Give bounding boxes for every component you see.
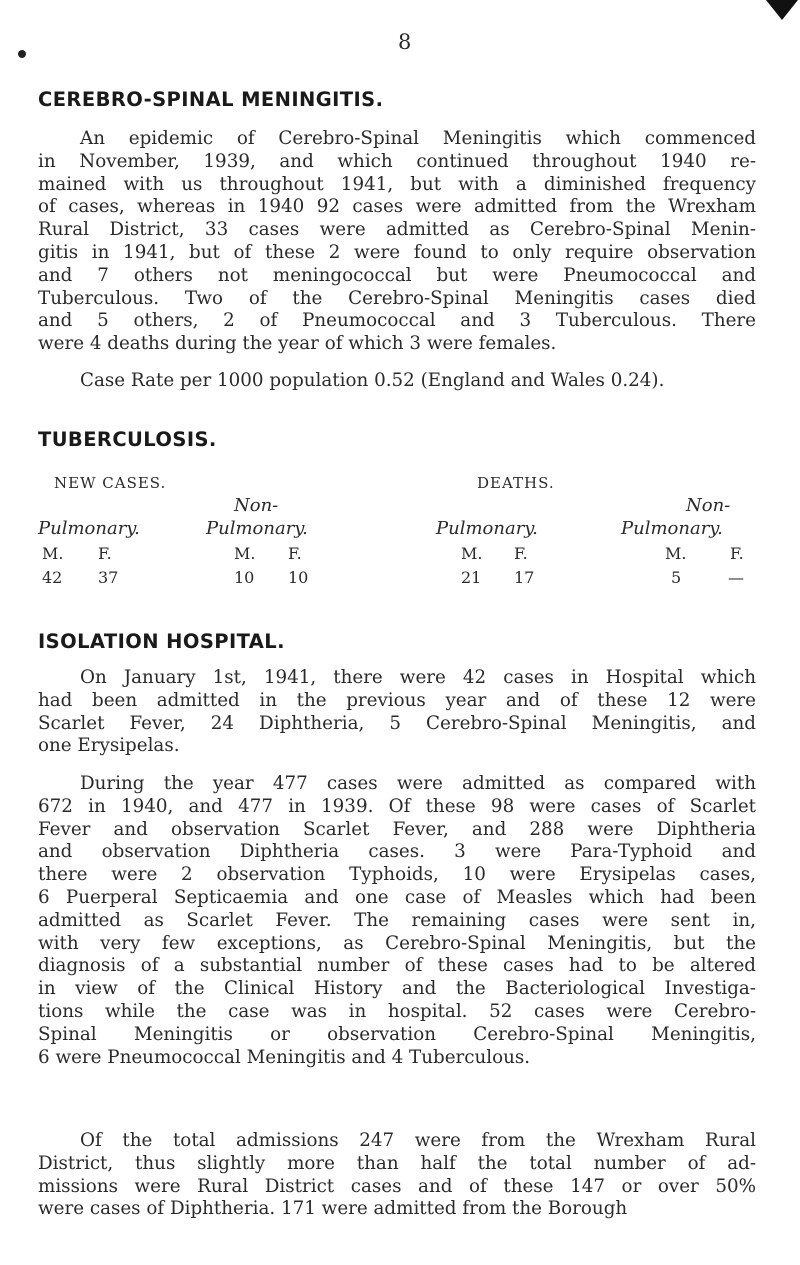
text-line: During the year 477 cases were admitted as compared with (80, 773, 756, 794)
meningitis-paragraph-1 (38, 128, 756, 356)
pulmonary-label: Pulmonary. (38, 518, 140, 539)
female-label: F. (514, 544, 528, 563)
isolation-paragraph-1 (38, 667, 756, 758)
male-label: M. (461, 544, 483, 563)
text-line: 6 Puerperal Septicaemia and one case of Measles which had been (38, 886, 756, 908)
text-line: of cases, whereas in 1940 92 cases were admitted from the Wrexham (38, 196, 756, 218)
text-line: Case Rate per 1000 population 0.52 (England and Wales 0.24). (80, 370, 665, 391)
text-line: gitis in 1941, but of these 2 were found to only require observation (38, 241, 756, 263)
female-label: F. (98, 544, 112, 563)
text-line: Scarlet Fever, 24 Diphtheria, 5 Cerebro-Spinal Meningitis, and (38, 712, 756, 734)
text-line: Tuberculous. Two of the Cerebro-Spinal Meningitis cases died (38, 287, 756, 309)
new-cases-header: NEW CASES. (54, 474, 167, 492)
non-label: Non- (686, 495, 731, 516)
text-line: were cases of Diphtheria. 171 were admitted from the Borough (38, 1198, 628, 1220)
text-line: with very few exceptions, as Cerebro-Spinal Meningitis, but the (38, 932, 756, 954)
text-line: District, thus slightly more than half the total number of ad- (38, 1152, 756, 1174)
male-label: M. (665, 544, 687, 563)
page-dot-mark (18, 50, 26, 58)
deaths-pulmonary-male-value: 21 (461, 568, 482, 587)
text-line: one Erysipelas. (38, 735, 180, 757)
text-line: 6 were Pneumococcal Meningitis and 4 Tuberculous. (38, 1046, 531, 1068)
text-line: in view of the Clinical History and the Bacteriological Investiga- (38, 978, 756, 1000)
text-line: and 5 others, 2 of Pneumococcal and 3 Tuberculous. There (38, 310, 756, 332)
text-line: Of the total admissions 247 were from the Wrexham Rural (80, 1130, 756, 1151)
text-line: Spinal Meningitis or observation Cerebro-Spinal Meningitis, (38, 1023, 756, 1045)
text-line: there were 2 observation Typhoids, 10 were Erysipelas cases, (38, 864, 756, 886)
pulmonary-label: Pulmonary. (621, 518, 723, 539)
page-corner-mark (766, 0, 798, 20)
pulmonary-label: Pulmonary. (206, 518, 308, 539)
text-line: were 4 deaths during the year of which 3 were females. (38, 333, 557, 355)
text-line: in November, 1939, and which continued throughout 1940 re- (38, 150, 756, 172)
new-pulmonary-male-value: 42 (42, 568, 63, 587)
text-line: tions while the case was in hospital. 52 cases were Cerebro- (38, 1000, 756, 1022)
text-line: mained with us throughout 1941, but with a diminished frequency (38, 173, 756, 195)
male-label: M. (42, 544, 64, 563)
deaths-non-pulmonary-male-value: 5 (671, 568, 682, 587)
non-label: Non- (234, 495, 279, 516)
new-non-pulmonary-male-value: 10 (234, 568, 255, 587)
meningitis-case-rate (38, 370, 756, 393)
heading-isolation-hospital: ISOLATION HOSPITAL. (38, 630, 285, 653)
new-non-pulmonary-female-value: 10 (288, 568, 309, 587)
text-line: Fever and observation Scarlet Fever, and 288 were Diphtheria (38, 818, 756, 840)
text-line: had been admitted in the previous year and of these 12 were (38, 689, 756, 711)
female-label: F. (730, 544, 744, 563)
text-line: Rural District, 33 cases were admitted as Cerebro-Spinal Menin- (38, 219, 756, 241)
text-line: and 7 others not meningococcal but were Pneumococcal and (38, 264, 756, 286)
text-line: and observation Diphtheria cases. 3 were Para-Typhoid and (38, 841, 756, 863)
isolation-paragraph-2 (38, 773, 756, 1069)
heading-cerebro-spinal-meningitis: CEREBRO-SPINAL MENINGITIS. (38, 88, 384, 111)
deaths-header: DEATHS. (477, 474, 555, 492)
text-line: 672 in 1940, and 477 in 1939. Of these 98 were cases of Scarlet (38, 795, 756, 817)
text-line: An epidemic of Cerebro-Spinal Meningitis which commenced (80, 128, 756, 149)
male-label: M. (234, 544, 256, 563)
new-pulmonary-female-value: 37 (98, 568, 119, 587)
deaths-pulmonary-female-value: 17 (514, 568, 535, 587)
text-line: diagnosis of a substantial number of these cases had to be altered (38, 955, 756, 977)
page-number: 8 (398, 30, 412, 54)
isolation-paragraph-3 (38, 1130, 756, 1221)
text-line: admitted as Scarlet Fever. The remaining cases were sent in, (38, 909, 756, 931)
text-line: On January 1st, 1941, there were 42 cases in Hospital which (80, 667, 756, 688)
pulmonary-label: Pulmonary. (436, 518, 538, 539)
heading-tuberculosis: TUBERCULOSIS. (38, 428, 217, 451)
female-label: F. (288, 544, 302, 563)
text-line: missions were Rural District cases and of these 147 or over 50% (38, 1175, 756, 1197)
deaths-non-pulmonary-female-value: — (728, 568, 744, 587)
